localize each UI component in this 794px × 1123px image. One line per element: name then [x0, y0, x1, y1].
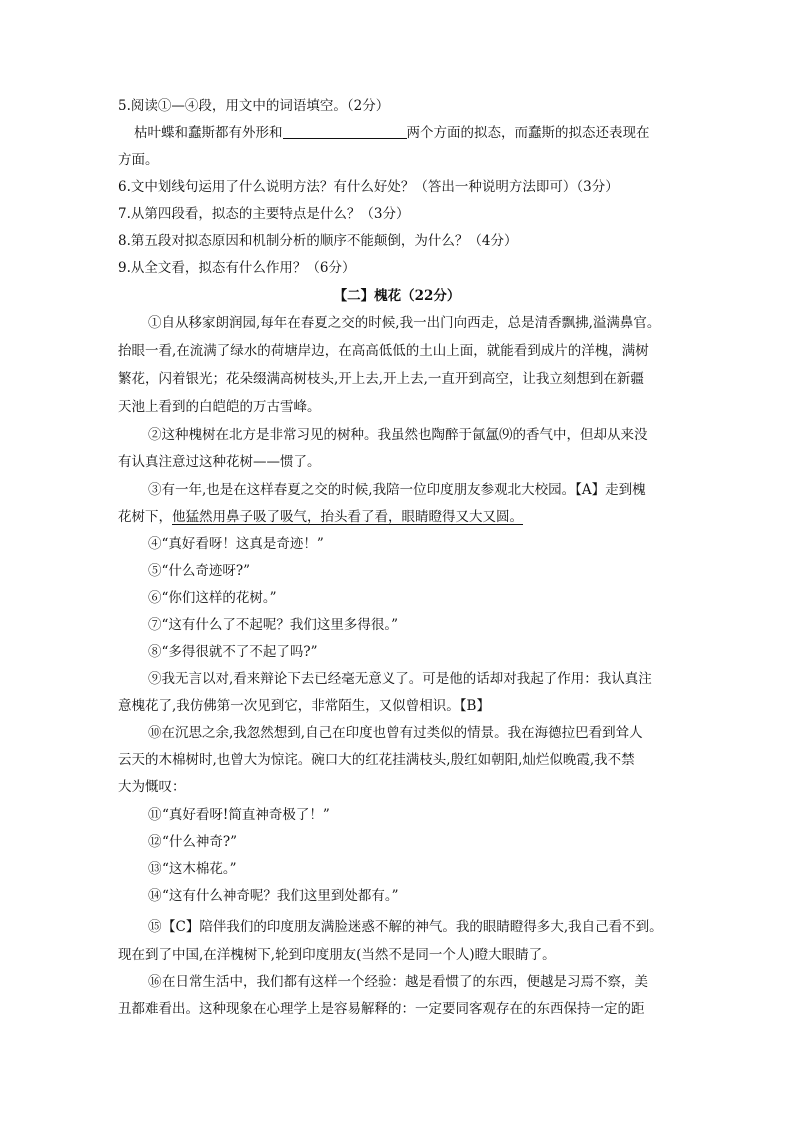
paragraph-4: ④“真好看呀！这真是奇迹！” — [148, 536, 324, 552]
question-5-fill-line — [134, 123, 704, 143]
paragraph-12 — [148, 832, 718, 852]
paragraph-16-line — [148, 972, 718, 992]
paragraph-15-line: 现在到了中国,在洋槐树下,轮到印度朋友(当然不是同一个人)瞪大眼睛了。 — [118, 947, 556, 963]
paragraph-2-line: 有认真注意过这种花树——惯了。 — [118, 454, 321, 470]
paragraph-10-line: 云天的木棉树时,也曾大为惊诧。碗口大的红花挂满枝头,殷红如朝阳,灿烂似晚霞,我不禁 — [118, 752, 635, 768]
paragraph-9-line: 意槐花了,我仿佛第一次见到它，非常陌生，又似曾相识。【B】 — [118, 698, 490, 714]
paragraph-8: ⑧“多得很就不了不起了吗?” — [148, 644, 318, 660]
question-7: 7.从第四段看，拟态的主要特点是什么？（3分） — [118, 206, 410, 222]
paragraph-number: ⑪ — [148, 807, 162, 823]
question-5-text-b: 两个方面的拟态，而蠢斯的拟态还表现在 — [406, 125, 650, 141]
paragraph-1-line: 繁花，闪着银光；花朵缀满高树枝头,开上去,开上去,一直开到高空，让我立刻想到在新疆 — [118, 371, 644, 387]
paragraph-text: 在日常生活中，我们都有这样一个经验：越是看惯了的东西，便越是习焉不察，美 — [162, 974, 648, 990]
paragraph-text: “什么神奇?” — [162, 834, 238, 850]
answer-blank[interactable] — [283, 124, 407, 139]
paragraph-6: ⑥“你们这样的花树。” — [148, 590, 277, 606]
paragraph-text: “这木棉花。” — [162, 861, 237, 877]
question-5-text-a: 枯叶蝶和蠢斯都有外形和 — [134, 125, 283, 141]
question-5-continued: 方面。 — [118, 152, 159, 168]
question-5: 5.阅读①—④段，用文中的词语填空。（2分） — [118, 98, 390, 114]
paragraph-13 — [148, 859, 718, 879]
paragraph-11 — [148, 805, 718, 825]
paragraph-2-line: ②这种槐树在北方是非常习见的树种。我虽然也陶醉于氤氲⑼的香气中，但却从来没 — [148, 427, 648, 443]
paragraph-3-line: ③有一年,也是在这样春夏之交的时候,我陪一位印度朋友参观北大校园。【A】走到槐 — [148, 482, 646, 498]
paragraph-5: ⑤“什么奇迹呀?” — [148, 563, 251, 579]
question-6: 6.文中划线句运用了什么说明方法？有什么好处？（答出一种说明方法即可）（3分） — [118, 179, 619, 195]
paragraph-number: ⑭ — [148, 888, 162, 904]
underlined-sentence: 他猛然用鼻子吸了吸气，抬头看了看，眼睛瞪得又大又圆。 — [172, 509, 523, 525]
paragraph-number: ⑮ — [148, 919, 162, 935]
paragraph-14 — [148, 886, 718, 906]
paragraph-text: 【C】陪伴我们的印度朋友满脸迷惑不解的神气。我的眼睛瞪得多大,我自己看不到。 — [162, 919, 663, 935]
section-title: 【二】槐花（22分） — [333, 288, 461, 304]
paragraph-1-line: ①自从移家朗润园,每年在春夏之交的时候,我一出门向西走，总是清香飘拂,溢满鼻官。 — [148, 315, 661, 331]
paragraph-text: “这有什么神奇呢？我们这里到处都有。” — [162, 888, 399, 904]
paragraph-number: ⑬ — [148, 861, 162, 877]
paragraph-1-line: 天池上看到的白皑皑的万古雪峰。 — [118, 399, 321, 415]
paragraph-3-text: 花树下， — [118, 509, 172, 525]
paragraph-text: “真好看呀!简直神奇极了！” — [162, 807, 330, 823]
question-9: 9.从全文看，拟态有什么作用？（6分） — [118, 260, 356, 276]
paragraph-10-line: ⑩在沉思之余,我忽然想到,自己在印度也曾有过类似的情景。我在海德拉巴看到耸人 — [148, 725, 643, 741]
paragraph-3-line — [118, 507, 688, 527]
paragraph-number: ⑯ — [148, 974, 162, 990]
paragraph-9-line: ⑨我无言以对,看来辩论下去已经毫无意义了。可是他的话却对我起了作用：我认真注 — [148, 671, 652, 687]
paragraph-7: ⑦“这有什么了不起呢？我们这里多得很。” — [148, 617, 399, 633]
paragraph-16-line: 丑都难看出。这种现象在心理学上是容易解释的：一定要同客观存在的东西保持一定的距 — [118, 1001, 645, 1017]
paragraph-1-line: 抬眼一看,在流满了绿水的荷塘岸边，在高高低低的土山上面，就能看到成片的洋槐，满树 — [118, 343, 649, 359]
question-8: 8.第五段对拟态原因和机制分析的顺序不能颠倒，为什么？（4分） — [118, 233, 518, 249]
paragraph-10-line: 大为慨叹： — [118, 779, 186, 795]
paragraph-15-line — [148, 917, 718, 937]
paragraph-number: ⑫ — [148, 834, 162, 850]
